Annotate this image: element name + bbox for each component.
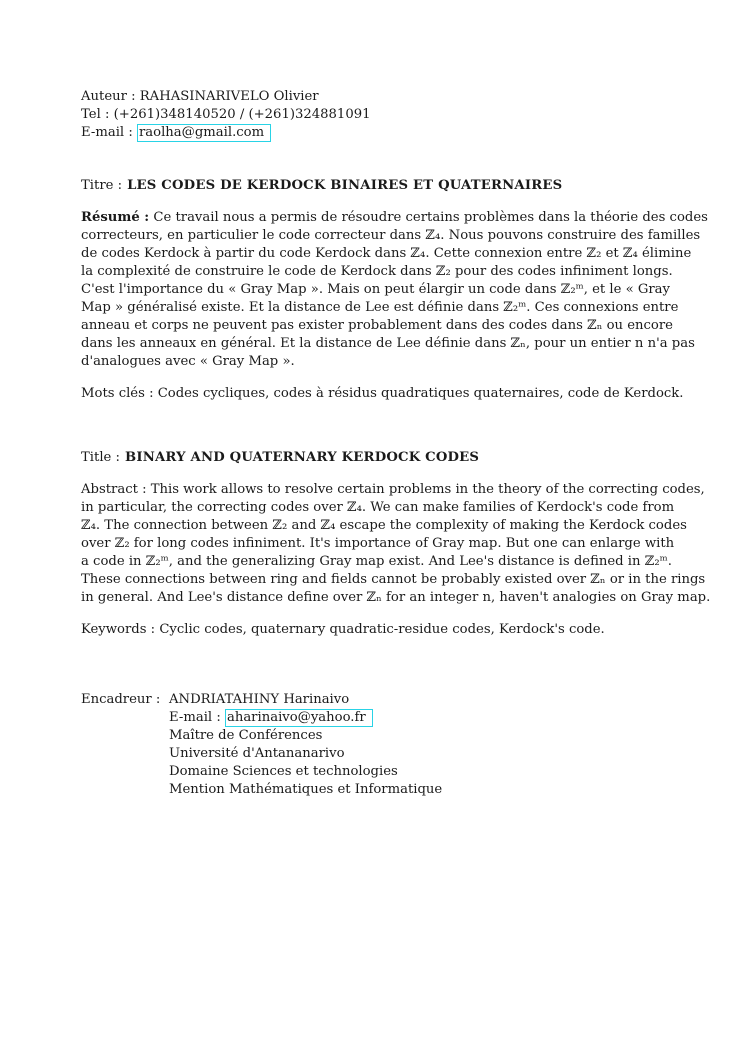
french-title-label: Titre : [81,178,123,193]
supervisor-email-label: E-mail : [169,710,225,725]
english-keywords: Keywords : Cyclic codes, quaternary quadratic-residue codes, Kerdock's code. [81,622,605,637]
supervisor-mention: Mention Mathématiques et Informatique [169,782,443,797]
supervisor-label: Encadreur : [81,692,161,707]
french-abstract-label: Résumé : [81,210,150,225]
supervisor-email-line [169,709,664,727]
english-abstract-line: in general. And Lee's distance define over ℤₙ for an integer n, haven't analogies on Gray map. [81,590,711,605]
french-abstract-line: Résumé : Ce travail nous a permis de résoudre certains problèmes dans la théorie des codes [81,210,708,225]
author-tel: Tel : (+261)348140520 / (+261)324881091 [81,107,371,122]
english-title: BINARY AND QUATERNARY KERDOCK CODES [124,450,480,465]
english-title-line [81,449,664,467]
supervisor-university: Université d'Antananarivo [169,746,345,761]
french-abstract-line: correcteurs, en particulier le code correcteur dans ℤ₄. Nous pouvons construire des familles [81,228,701,243]
french-title: LES CODES DE KERDOCK BINAIRES ET QUATERNAIRES [127,178,563,193]
english-title-label: Title : [81,450,120,465]
english-abstract-line: These connections between ring and fields cannot be probably existed over ℤₙ or in the rings [81,572,706,587]
french-abstract [81,209,708,371]
supervisor-email-link[interactable]: aharinaivo@yahoo.fr [225,709,373,727]
supervisor-domain: Domaine Sciences et technologies [169,764,398,779]
french-abstract-line: la complexité de construire le code de Kerdock dans ℤ₂ pour des codes infiniment longs. [81,264,673,279]
author-email-label: E-mail : [81,125,137,140]
french-title-line [81,177,664,195]
author-block [81,88,664,142]
author-name: Auteur : RAHASINARIVELO Olivier [81,89,319,104]
document-page [81,88,711,799]
english-abstract [81,481,711,607]
english-abstract-line: ℤ₄. The connection between ℤ₂ and ℤ₄ escape the complexity of making the Kerdock codes [81,518,687,533]
french-abstract-line: dans les anneaux en général. Et la distance de Lee définie dans ℤₙ, pour un entier n n'a pas [81,336,695,351]
french-abstract-line: anneau et corps ne peuvent pas exister probablement dans des codes dans ℤₙ ou encore [81,318,673,333]
author-email-link[interactable]: raolha@gmail.com [137,124,271,142]
french-keywords: Mots clés : Codes cycliques, codes à résidus quadratiques quaternaires, code de Kerdock. [81,386,684,401]
french-abstract-line: Map » généralisé existe. Et la distance de Lee est définie dans ℤ₂ᵐ. Ces connexions entre [81,300,679,315]
english-abstract-line: a code in ℤ₂ᵐ, and the generalizing Gray map exist. And Lee's distance is defined in ℤ₂ᵐ. [81,554,672,569]
supervisor-details [169,691,664,799]
french-abstract-line: de codes Kerdock à partir du code Kerdock dans ℤ₄. Cette connexion entre ℤ₂ et ℤ₄ élimine [81,246,692,261]
english-abstract-line: in particular, the correcting codes over ℤ₄. We can make families of Kerdock's code from [81,500,675,515]
supervisor-rank: Maître de Conférences [169,728,323,743]
french-abstract-line: d'analogues avec « Gray Map ». [81,354,295,369]
supervisor-name: ANDRIATAHINY Harinaivo [169,692,350,707]
french-abstract-line: C'est l'importance du « Gray Map ». Mais on peut élargir un code dans ℤ₂ᵐ, et le « Gray [81,282,670,297]
english-abstract-line: over ℤ₂ for long codes infiniment. It's importance of Gray map. But one can enlarge with [81,536,675,551]
supervisor-block [81,691,664,799]
english-abstract-line: Abstract : This work allows to resolve certain problems in the theory of the correcting codes, [81,482,705,497]
author-email-line [81,124,664,142]
